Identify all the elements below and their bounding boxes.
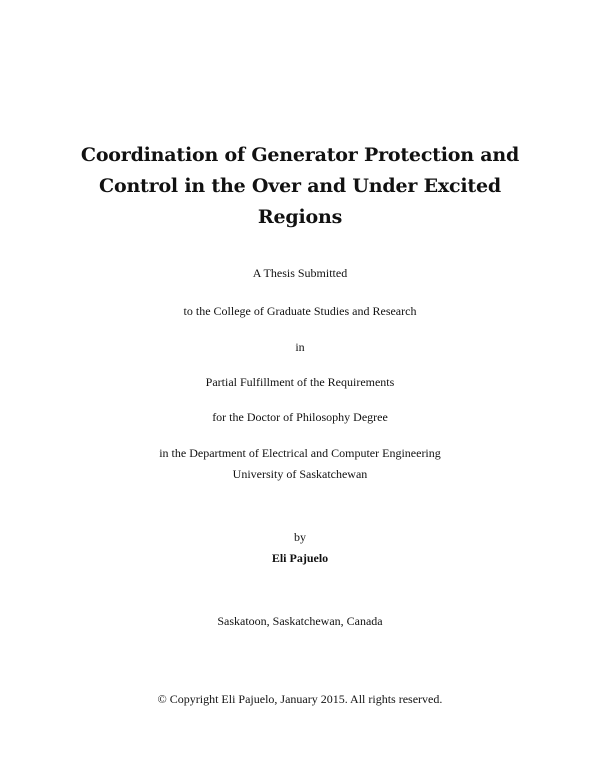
fulfillment-text: Partial Fulfillment of the Requirements (205, 375, 395, 389)
location-text: Saskatoon, Saskatchewan, Canada (217, 614, 383, 628)
department-text: in the Department of Electrical and Computer Engineering (159, 446, 441, 460)
thesis-title-line-3: Regions (257, 206, 343, 228)
thesis-title-line-1: Coordination of Generator Protection and (80, 144, 520, 166)
in-text: in (295, 340, 305, 354)
university-text: University of Saskatchewan (232, 467, 368, 481)
degree-text: for the Doctor of Philosophy Degree (212, 410, 388, 424)
thesis-title-line-2: Control in the Over and Under Excited (99, 175, 501, 197)
author-name: Eli Pajuelo (271, 551, 329, 565)
thesis-submitted-text: A Thesis Submitted (252, 266, 348, 280)
copyright-text: © Copyright Eli Pajuelo, January 2015. All rights reserved. (157, 692, 443, 706)
by-text: by (294, 530, 306, 544)
college-text: to the College of Graduate Studies and Research (183, 304, 417, 318)
